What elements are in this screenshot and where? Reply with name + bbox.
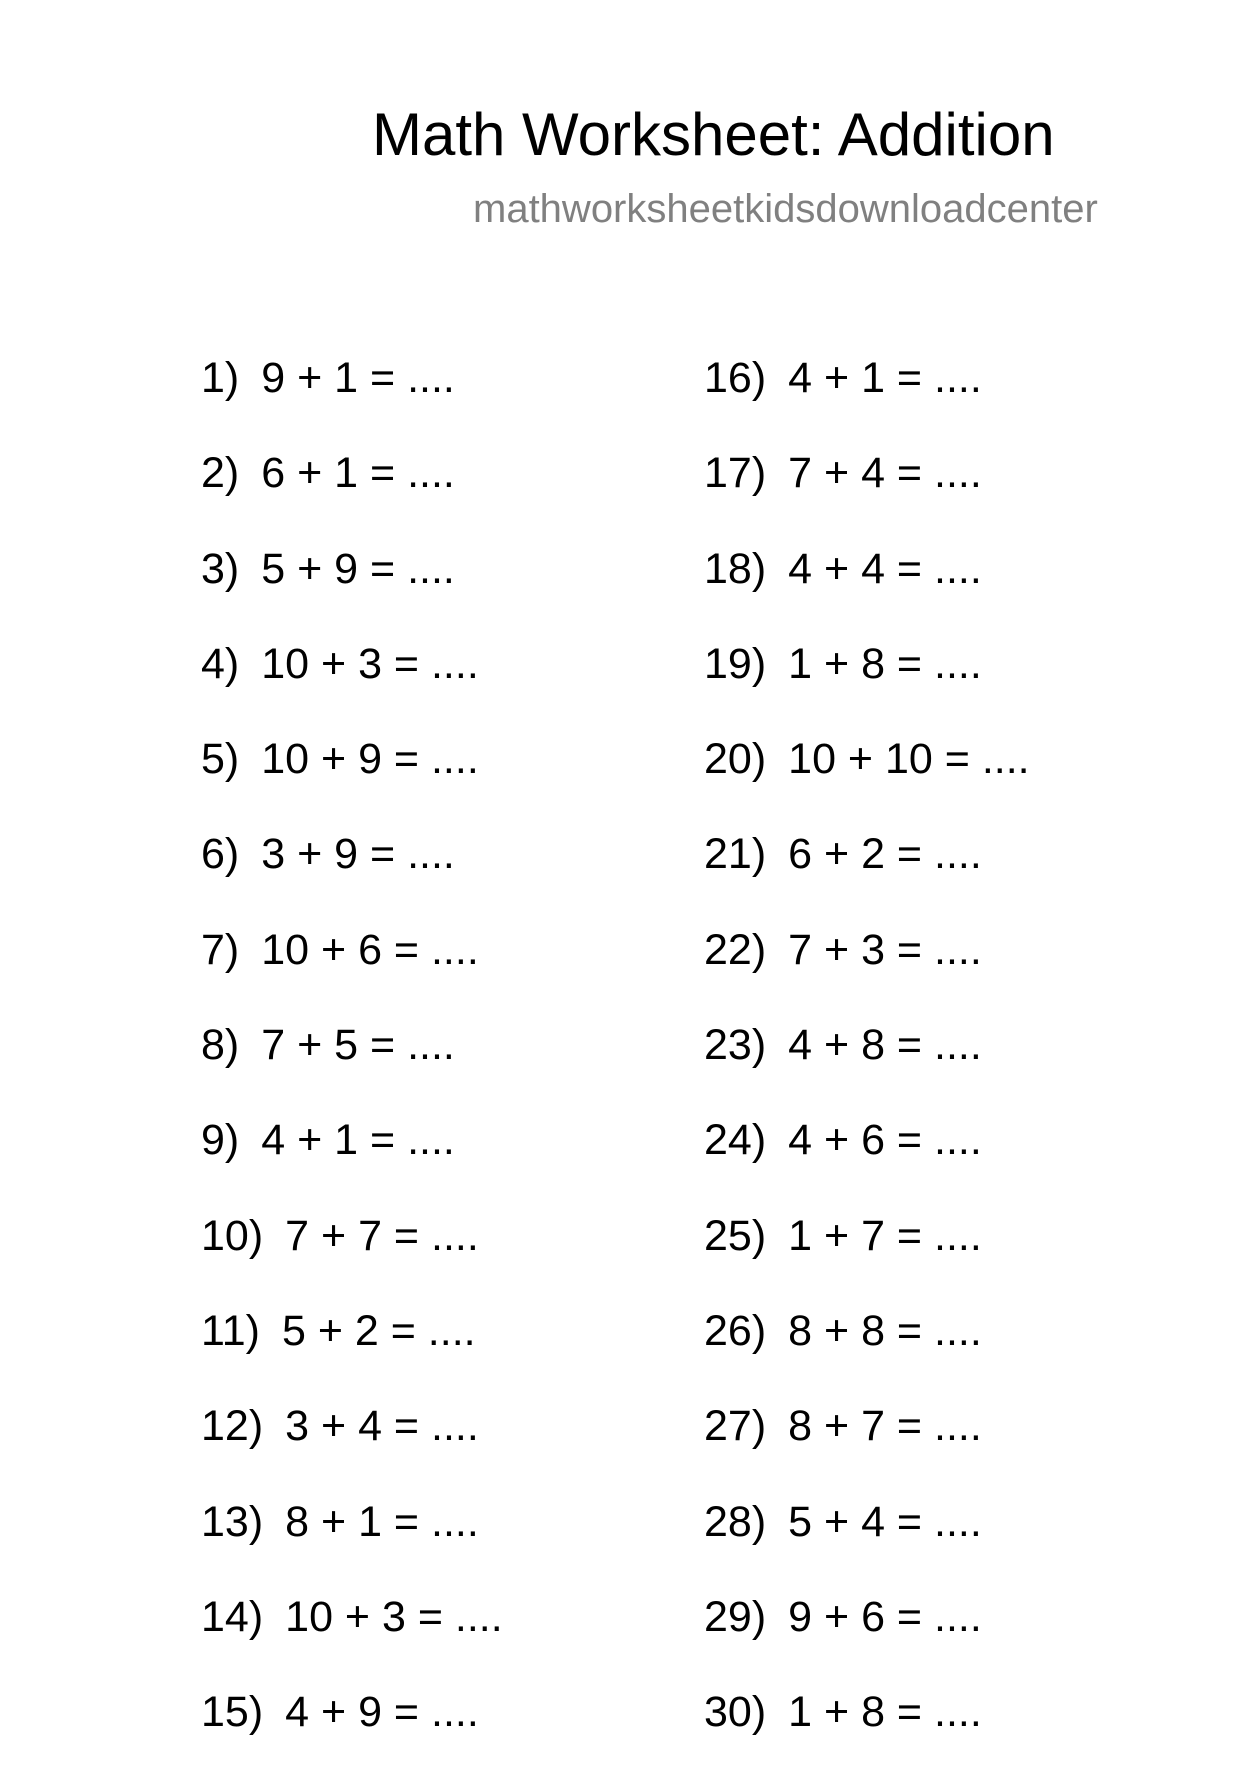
problem-number: 3): [201, 544, 240, 593]
problem-number: 21): [704, 830, 767, 879]
problem-expression: 4 + 8 = ....: [788, 1021, 982, 1070]
problem-expression: 7 + 3 = ....: [788, 925, 982, 974]
problem-item: [704, 824, 1030, 919]
problem-number: 19): [704, 639, 767, 688]
problem-expression: 4 + 6 = ....: [788, 1116, 982, 1165]
problem-number: 28): [704, 1497, 767, 1546]
problem-expression: 4 + 4 = ....: [788, 544, 982, 593]
problem-expression: 8 + 7 = ....: [788, 1402, 982, 1451]
problem-item: [704, 920, 1030, 1015]
problem-number: 18): [704, 544, 767, 593]
problem-expression: 7 + 5 = ....: [261, 1021, 455, 1070]
problem-expression: 10 + 6 = ....: [261, 925, 479, 974]
problem-expression: 7 + 7 = ....: [285, 1211, 479, 1260]
problem-number: 1): [201, 354, 240, 402]
problem-item: [704, 729, 1030, 824]
problem-number: 5): [201, 735, 240, 784]
problem-item: [704, 1206, 1030, 1301]
problem-item: [201, 1301, 503, 1396]
problem-item: [201, 634, 503, 729]
problem-expression: 10 + 9 = ....: [261, 735, 479, 784]
problem-number: 2): [201, 449, 240, 498]
worksheet-subtitle: mathworksheetkidsdownloadcenter: [473, 187, 1098, 231]
problem-number: 24): [704, 1116, 767, 1165]
problem-item: [201, 824, 503, 919]
problem-expression: 1 + 8 = ....: [788, 1688, 982, 1737]
problem-item: [201, 729, 503, 824]
problem-item: [201, 1587, 503, 1682]
problem-expression: 9 + 1 = ....: [261, 354, 455, 402]
problem-item: [704, 539, 1030, 634]
problem-number: 12): [201, 1402, 264, 1451]
problem-number: 20): [704, 735, 767, 784]
problem-number: 13): [201, 1497, 264, 1546]
problem-number: 17): [704, 449, 767, 498]
problem-item: [704, 1587, 1030, 1682]
problem-number: 15): [201, 1688, 264, 1737]
problem-item: [704, 348, 1030, 443]
problem-expression: 3 + 9 = ....: [261, 830, 455, 879]
problem-number: 22): [704, 925, 767, 974]
problem-number: 11): [201, 1306, 260, 1355]
problems-column-right: [704, 348, 1030, 1777]
problem-number: 26): [704, 1306, 767, 1355]
problem-item: [201, 1015, 503, 1110]
problem-number: 25): [704, 1211, 767, 1260]
problem-expression: 4 + 1 = ....: [788, 354, 982, 402]
problem-item: [704, 1396, 1030, 1491]
problem-expression: 10 + 3 = ....: [285, 1592, 503, 1641]
problem-item: [704, 1110, 1030, 1205]
problem-item: [201, 539, 503, 634]
problem-item: [201, 1206, 503, 1301]
problem-number: 30): [704, 1688, 767, 1737]
problem-expression: 3 + 4 = ....: [285, 1402, 479, 1451]
problem-expression: 8 + 8 = ....: [788, 1306, 982, 1355]
problem-item: [704, 443, 1030, 538]
problem-number: 16): [704, 354, 767, 402]
problem-expression: 1 + 8 = ....: [788, 639, 982, 688]
problem-item: [201, 1682, 503, 1777]
problem-expression: 1 + 7 = ....: [788, 1211, 982, 1260]
problem-number: 4): [201, 639, 240, 688]
problems-column-left: [201, 348, 503, 1777]
problem-number: 10): [201, 1211, 264, 1260]
problem-expression: 5 + 2 = ....: [281, 1306, 476, 1355]
problem-expression: 6 + 1 = ....: [261, 449, 455, 498]
problem-number: 8): [201, 1021, 240, 1070]
problem-item: [201, 1110, 503, 1205]
worksheet-title: Math Worksheet: Addition: [372, 101, 1055, 168]
problem-number: 9): [201, 1116, 240, 1165]
problem-expression: 5 + 4 = ....: [788, 1497, 982, 1546]
problem-item: [704, 1682, 1030, 1777]
problem-item: [704, 1301, 1030, 1396]
problem-expression: 8 + 1 = ....: [285, 1497, 479, 1546]
problem-expression: 6 + 2 = ....: [788, 830, 982, 879]
problem-number: 14): [201, 1592, 264, 1641]
problem-expression: 4 + 1 = ....: [261, 1116, 455, 1165]
problem-item: [704, 1015, 1030, 1110]
problem-number: 29): [704, 1592, 767, 1641]
problem-item: [201, 920, 503, 1015]
problem-item: [201, 1396, 503, 1491]
problem-item: [704, 634, 1030, 729]
problem-expression: 4 + 9 = ....: [285, 1688, 479, 1737]
problem-number: 7): [201, 925, 240, 974]
problem-expression: 7 + 4 = ....: [788, 449, 982, 498]
problem-expression: 10 + 3 = ....: [261, 639, 479, 688]
problem-expression: 5 + 9 = ....: [261, 544, 455, 593]
problem-number: 27): [704, 1402, 767, 1451]
problem-item: [201, 348, 503, 443]
problem-expression: 10 + 10 = ....: [788, 735, 1030, 784]
problem-expression: 9 + 6 = ....: [788, 1592, 982, 1641]
problem-item: [201, 1492, 503, 1587]
problem-item: [704, 1492, 1030, 1587]
problem-item: [201, 443, 503, 538]
problem-number: 23): [704, 1021, 767, 1070]
problem-number: 6): [201, 830, 240, 879]
